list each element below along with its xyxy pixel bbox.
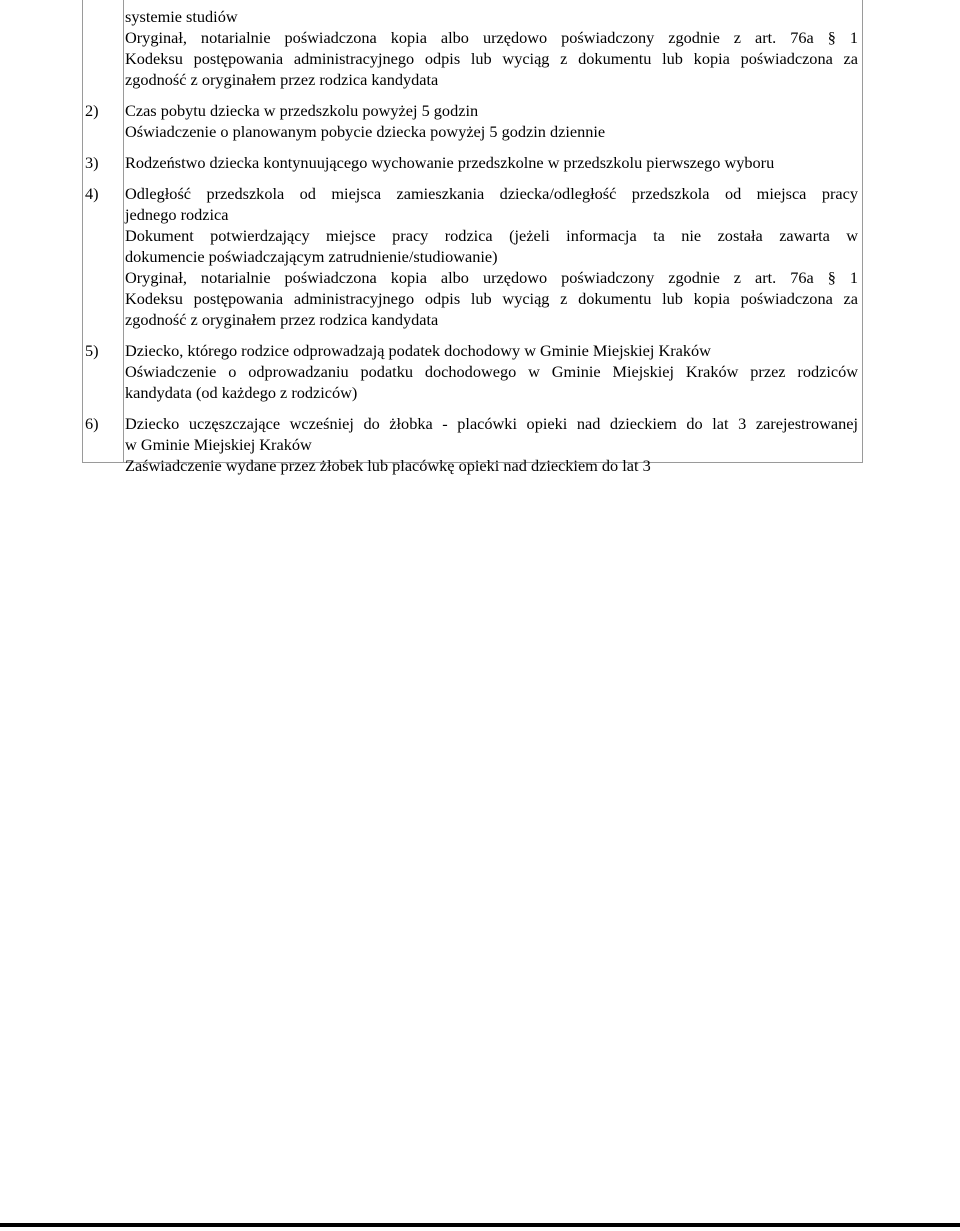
intro-line: Oryginał, notarialnie poświadczona kopia albo urzędowo poświadczony zgodnie z art. 76a § 1: [125, 28, 858, 47]
item-document-cont: dokumencie poświadczającym zatrudnienie/studiowanie): [125, 247, 498, 266]
item-number: 6): [85, 414, 99, 433]
item-title: Czas pobytu dziecka w przedszkolu powyżej 5 godzin: [125, 101, 479, 120]
intro-line: Kodeksu postępowania administracyjnego odpis lub wyciąg z dokumentu lub kopia poświadczona za: [125, 49, 858, 68]
item-title-cont: jednego rodzica: [125, 205, 229, 224]
criterion-item-2: [85, 100, 858, 142]
intro-block: [125, 6, 858, 90]
item-document-note: Oryginał, notarialnie poświadczona kopia albo urzędowo poświadczony zgodnie z art. 76a § 1: [125, 268, 858, 287]
item-document: Oświadczenie o planowanym pobycie dziecka powyżej 5 godzin dziennie: [125, 122, 606, 141]
criterion-item-4: [85, 183, 858, 330]
item-title: Dziecko uczęszczające wcześniej do żłobka - placówki opieki nad dzieckiem do lat 3 zarejestrowanej: [125, 414, 858, 433]
item-title: Odległość przedszkola od miejsca zamieszkania dziecka/odległość przedszkola od miejsca pracy: [125, 184, 858, 203]
page-bottom-rule: [0, 1223, 960, 1227]
criterion-item-3: [85, 152, 858, 173]
item-number: 3): [85, 153, 99, 172]
item-number: 5): [85, 341, 99, 360]
item-number: 2): [85, 101, 99, 120]
column-divider: [123, 0, 124, 462]
item-number: 4): [85, 184, 99, 203]
item-title: Rodzeństwo dziecka kontynuującego wychowanie przedszkolne w przedszkolu pierwszego wyboru: [125, 153, 775, 172]
criterion-item-5: [85, 340, 858, 403]
item-document-note: zgodność z oryginałem przez rodzica kandydata: [125, 310, 439, 329]
intro-line: zgodność z oryginałem przez rodzica kandydata: [125, 70, 439, 89]
criterion-item-6: [85, 413, 858, 476]
item-title-cont: w Gminie Miejskiej Kraków: [125, 435, 312, 454]
item-title: Dziecko, którego rodzice odprowadzają podatek dochodowy w Gminie Miejskiej Kraków: [125, 341, 711, 360]
item-document: Dokument potwierdzający miejsce pracy rodzica (jeżeli informacja ta nie została zawarta w: [125, 226, 858, 245]
criteria-cell: [85, 0, 862, 476]
item-document: Oświadczenie o odprowadzaniu podatku dochodowego w Gminie Miejskiej Kraków przez rodziców: [125, 362, 858, 381]
item-document-cont: kandydata (od każdego z rodziców): [125, 383, 358, 402]
criteria-table: [82, 0, 863, 475]
intro-line: systemie studiów: [125, 7, 238, 26]
item-document-note: Kodeksu postępowania administracyjnego odpis lub wyciąg z dokumentu lub kopia poświadczona za: [125, 289, 858, 308]
item-document: Zaświadczenie wydane przez żłobek lub placówkę opieki nad dzieckiem do lat 3: [125, 456, 651, 475]
